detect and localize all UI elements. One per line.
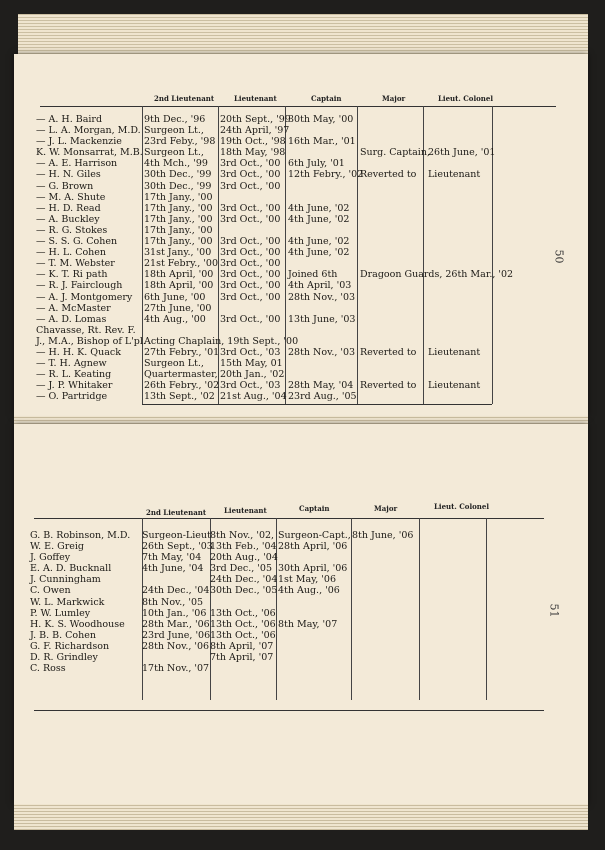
officer-name: — H. L. Cohen — [36, 247, 107, 259]
officers-table-bottom — [30, 530, 530, 674]
officer-name: — H. N. Giles — [36, 169, 101, 181]
date-cell: 28th Nov., '06 — [142, 640, 210, 652]
date-cell: 26th Sept., '03 — [142, 541, 213, 553]
officer-name: — O. Partridge — [36, 391, 108, 403]
officer-name: — H. D. Read — [36, 202, 101, 214]
date-cell: Reverted to — [360, 169, 417, 181]
date-cell: 6th June, '00 — [144, 291, 206, 303]
date-cell: 30th Dec., '99 — [144, 169, 212, 181]
table-row — [36, 380, 536, 391]
date-cell: Acting Chaplain, 19th Sept., '00 — [144, 335, 299, 347]
table-row — [36, 214, 536, 225]
table-row — [36, 114, 536, 125]
date-cell: 28th April, '06 — [278, 541, 348, 553]
date-cell: 31st Jany., '00 — [144, 247, 212, 259]
officer-name: J., M.A., Bishop of L'pl. — [36, 335, 146, 347]
date-cell: 24th April, '97 — [220, 125, 290, 137]
header-captain: Captain — [311, 94, 342, 103]
date-cell: 26th Febry., '02 — [144, 380, 220, 392]
date-cell: 4th Mch., '99 — [144, 158, 208, 170]
date-cell: 3rd Dec., '05 — [210, 563, 273, 575]
officer-name: — T. H. Agnew — [36, 358, 107, 370]
date-cell: 30th Dec., '05 — [210, 585, 278, 597]
table-row — [36, 236, 536, 247]
date-cell: 3rd Oct., '03 — [220, 380, 281, 392]
table-row — [36, 192, 536, 203]
date-cell: 3rd Oct., '00 — [220, 169, 281, 181]
date-cell: 18th April, '00 — [144, 280, 214, 292]
header-lieut-colonel: Lieut. Colonel — [434, 502, 490, 511]
page-edge-stack — [14, 804, 588, 830]
date-cell: 28th Mar., '06 — [142, 618, 210, 630]
footer-rule — [142, 404, 492, 405]
footer-rule — [34, 710, 544, 711]
date-cell: Surgeon Lt., — [144, 358, 204, 370]
date-cell: 20th Aug., '04 — [210, 552, 278, 564]
date-cell: Surg. Captain, — [360, 147, 430, 159]
officer-name: — S. S. G. Cohen — [36, 236, 118, 248]
date-cell: 8th June, '06 — [352, 530, 414, 541]
page-top — [14, 54, 588, 416]
officer-name: — A. E. Harrison — [36, 158, 118, 170]
date-cell: 3rd Oct., '00 — [220, 180, 281, 192]
date-cell: Dragoon Guards, 26th Mar., '02 — [360, 269, 514, 281]
table-row — [36, 347, 536, 358]
date-cell: 4th June, '02 — [288, 213, 350, 225]
date-cell: 30th May, '00 — [288, 114, 354, 125]
officer-name: G. B. Robinson, M.D. — [30, 530, 131, 541]
date-cell: 20th Jan., '02 — [220, 369, 285, 381]
table-row — [36, 325, 536, 336]
officers-table-top — [36, 114, 536, 402]
date-cell: 26th June, '01 — [428, 147, 496, 159]
date-cell: 7th May, '04 — [142, 552, 202, 564]
officer-name: — H. H. K. Quack — [36, 346, 121, 358]
date-cell: 13th June, '03 — [288, 313, 356, 325]
date-cell: 13th Oct., '06 — [210, 629, 276, 641]
date-cell: 23rd Aug., '05 — [288, 391, 357, 403]
header-2nd-lieutenant: 2nd Lieutenant — [146, 508, 207, 517]
date-cell: 27th Febry., '01 — [144, 346, 220, 358]
date-cell: 10th Jan., '06 — [142, 607, 207, 619]
date-cell: Surgeon Lt., — [144, 147, 204, 159]
table-row — [36, 358, 536, 369]
page-number: 51 — [547, 603, 561, 618]
table-row — [36, 225, 536, 236]
header-lieutenant: Lieutenant — [234, 94, 277, 103]
date-cell: 4th June, '02 — [288, 202, 350, 214]
table-row — [30, 541, 530, 552]
table-row — [36, 258, 536, 269]
date-cell: 8th Nov., '05 — [142, 596, 204, 608]
officer-name: — G. Brown — [36, 180, 94, 192]
officer-name: C. Owen — [30, 585, 71, 597]
date-cell: 3rd Oct., '00 — [220, 158, 281, 170]
date-cell: 30th Dec., '99 — [144, 180, 212, 192]
officer-name: — A. McMaster — [36, 302, 111, 314]
date-cell: 13th Sept., '02 — [144, 391, 215, 403]
header-captain: Captain — [299, 504, 330, 513]
date-cell: 1st May, '06 — [278, 574, 336, 586]
date-cell: 27th June, '00 — [144, 302, 212, 314]
date-cell: 3rd Oct., '03 — [220, 346, 281, 358]
officer-name: — A. J. Montgomery — [36, 291, 133, 303]
header-major: Major — [382, 94, 406, 103]
date-cell: 3rd Oct., '00 — [220, 213, 281, 225]
officer-name: J. Cunningham — [30, 574, 101, 586]
table-row — [30, 641, 530, 652]
date-cell: Surgeon-Capt., — [278, 530, 351, 541]
officer-name: — A. H. Baird — [36, 114, 103, 125]
table-row — [30, 652, 530, 663]
officer-name: — R. G. Stokes — [36, 224, 108, 236]
officer-name: C. Ross — [30, 663, 66, 675]
date-cell: 3rd Oct., '00 — [220, 247, 281, 259]
officer-name: — K. T. Ri path — [36, 269, 108, 281]
officer-name: — R. J. Fairclough — [36, 280, 123, 292]
date-cell: Lieutenant — [428, 169, 481, 181]
date-cell: 7th April, '07 — [210, 652, 274, 664]
header-2nd-lieutenant: 2nd Lieutenant — [154, 94, 215, 103]
page-edge-stack — [18, 14, 588, 54]
table-row — [36, 147, 536, 158]
date-cell: 4th Aug., '00 — [144, 313, 206, 325]
header-lieut-colonel: Lieut. Colonel — [438, 94, 494, 103]
officer-name: K. W. Monsarrat, M.B. — [36, 147, 143, 159]
table-row — [30, 563, 530, 574]
date-cell: 17th Jany., '00 — [144, 202, 213, 214]
date-cell: 24th Dec., '04 — [142, 585, 210, 597]
officer-name: P. W. Lumley — [30, 607, 91, 619]
date-cell: 15th May, 01 — [220, 358, 283, 370]
date-cell: 30th April, '06 — [278, 563, 348, 575]
officer-name: — A. D. Lomas — [36, 313, 107, 325]
date-cell: 13th Oct., '06 — [210, 607, 276, 619]
date-cell: 3rd Oct., '00 — [220, 258, 281, 270]
officer-name: — J. L. Mackenzie — [36, 136, 122, 148]
date-cell: 4th June, '02 — [288, 236, 350, 248]
date-cell: 3rd Oct., '00 — [220, 269, 281, 281]
date-cell: 16th Mar., '01 — [288, 136, 356, 148]
page-bottom — [14, 424, 588, 804]
date-cell: 9th Dec., '96 — [144, 114, 206, 125]
header-rule — [40, 106, 556, 107]
table-row — [36, 292, 536, 303]
table-row — [30, 552, 530, 563]
date-cell: 4th June, '02 — [288, 247, 350, 259]
table-row — [36, 158, 536, 169]
date-cell: 28th Nov., '03 — [288, 346, 356, 358]
officer-name: H. K. S. Woodhouse — [30, 618, 125, 630]
date-cell: 24th Dec., '04 — [210, 574, 278, 586]
officer-name: — L. A. Morgan, M.D. — [36, 125, 141, 137]
date-cell: Surgeon-Lieut — [142, 530, 211, 541]
date-cell: 4th April, '03 — [288, 280, 352, 292]
date-cell: 20th Sept., '99 — [220, 114, 291, 125]
officer-name: J. B. B. Cohen — [30, 629, 96, 641]
officer-name: J. Goffey — [30, 552, 71, 564]
table-row — [36, 203, 536, 214]
date-cell: 4th Aug., '06 — [278, 585, 340, 597]
officer-name: W. L. Markwick — [30, 596, 105, 608]
officer-name: G. F. Richardson — [30, 640, 110, 652]
date-cell: 6th July, '01 — [288, 158, 345, 170]
page-number: 50 — [552, 249, 566, 264]
table-row — [36, 391, 536, 402]
table-row — [36, 247, 536, 258]
table-row — [36, 280, 536, 291]
date-cell: 3rd Oct., '00 — [220, 313, 281, 325]
date-cell: Reverted to — [360, 346, 417, 358]
table-row — [36, 136, 536, 147]
officer-name: — T. M. Webster — [36, 258, 115, 270]
table-row — [36, 369, 536, 380]
officer-name: D. R. Grindley — [30, 652, 98, 664]
date-cell: 17th Jany., '00 — [144, 236, 213, 248]
date-cell: 3rd Oct., '00 — [220, 202, 281, 214]
date-cell: 17th Nov., '07 — [142, 663, 210, 675]
date-cell: 8th April, '07 — [210, 640, 274, 652]
date-cell: 18th April, '00 — [144, 269, 214, 281]
table-row — [36, 269, 536, 280]
officer-name: — R. L. Keating — [36, 369, 112, 381]
date-cell: 3rd Oct., '00 — [220, 280, 281, 292]
table-row — [36, 336, 536, 347]
date-cell: 18th May, '98 — [220, 147, 286, 159]
table-row — [36, 169, 536, 180]
table-row — [36, 125, 536, 136]
table-row — [30, 574, 530, 585]
table-row — [30, 585, 530, 596]
header-rule — [34, 518, 544, 519]
table-row — [36, 303, 536, 314]
date-cell: 13th Oct., '06 — [210, 618, 276, 630]
table-row — [30, 619, 530, 630]
officer-name: — J. P. Whitaker — [36, 380, 113, 392]
date-cell: Joined 6th — [288, 269, 338, 281]
date-cell: 4th June, '04 — [142, 563, 204, 575]
table-row — [30, 630, 530, 641]
officer-name: — M. A. Shute — [36, 191, 106, 203]
date-cell: Lieutenant — [428, 346, 481, 358]
header-lieutenant: Lieutenant — [224, 506, 267, 515]
date-cell: 8th Nov., '02, — [210, 530, 275, 541]
table-row — [30, 597, 530, 608]
date-cell: Surgeon Lt., — [144, 125, 204, 137]
date-cell: 17th Jany., '00 — [144, 224, 213, 236]
date-cell: Lieutenant — [428, 380, 481, 392]
date-cell: 21st Aug., '04 — [220, 391, 287, 403]
table-row — [36, 181, 536, 192]
officer-name: W. E. Greig — [30, 541, 84, 553]
officer-name: Chavasse, Rt. Rev. F. — [36, 324, 136, 336]
officer-name: E. A. D. Bucknall — [30, 563, 112, 575]
table-row — [30, 608, 530, 619]
date-cell: 28th May, '04 — [288, 380, 354, 392]
date-cell: 17th Jany., '00 — [144, 213, 213, 225]
officer-name: — A. Buckley — [36, 213, 100, 225]
table-row — [30, 530, 530, 541]
header-major: Major — [374, 504, 398, 513]
page-gutter — [14, 416, 588, 424]
date-cell: 21st Febry., '00 — [144, 258, 218, 270]
date-cell: Reverted to — [360, 380, 417, 392]
date-cell: 3rd Oct., '00 — [220, 236, 281, 248]
date-cell: Quartermaster, — [144, 369, 218, 381]
date-cell: 23rd June, '06 — [142, 629, 211, 641]
table-row — [30, 663, 530, 674]
date-cell: 13th Feb., '04 — [210, 541, 277, 553]
date-cell: 12th Febry., '02 — [288, 169, 364, 181]
date-cell: 28th Nov., '03 — [288, 291, 356, 303]
date-cell: 17th Jany., '00 — [144, 191, 213, 203]
date-cell: 19th Oct., '98 — [220, 136, 286, 148]
date-cell: 3rd Oct., '00 — [220, 291, 281, 303]
date-cell: 8th May, '07 — [278, 618, 338, 630]
date-cell: 23rd Feby., '98 — [144, 136, 216, 148]
table-row — [36, 314, 536, 325]
